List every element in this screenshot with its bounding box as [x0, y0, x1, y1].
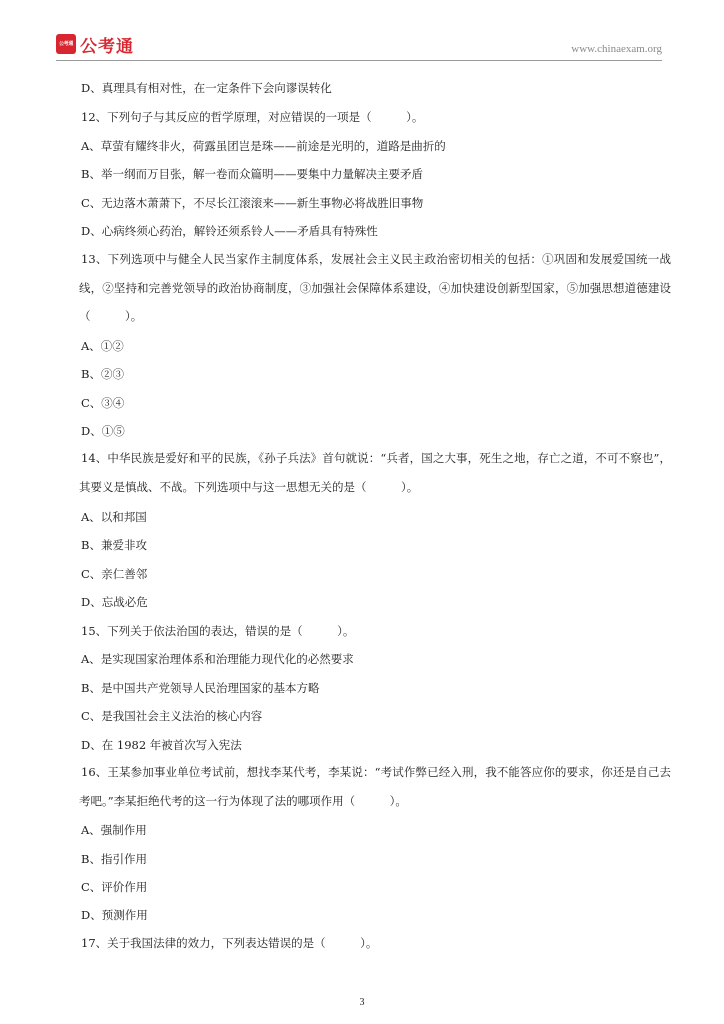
- option-line: C、评价作用: [81, 880, 148, 894]
- question-15: 15、下列关于依法治国的表达，错误的是（ ）。: [81, 624, 355, 638]
- question-16: 16、王某参加事业单位考试前，想找李某代考，李某说：“考试作弊已经入刑，我不能答应你的要求，你还是自己去考吧。”李某拒绝代考的这一行为体现了法的哪项作用（ ）。: [79, 765, 671, 808]
- option-line: C、亲仁善邻: [81, 567, 148, 581]
- question-14: 14、中华民族是爱好和平的民族，《孙子兵法》首句就说：“兵者，国之大事，死生之地，存亡之道，不可不察也”，其要义是慎战、不战。下列选项中与这一思想无关的是（ ）。: [79, 451, 671, 494]
- option-line: B、举一纲而万目张，解一卷而众篇明——要集中力量解决主要矛盾: [81, 167, 423, 181]
- option-line: B、兼爱非攻: [81, 538, 147, 552]
- option-line: D、真理具有相对性，在一定条件下会向谬误转化: [81, 81, 332, 95]
- option-line: D、①⑤: [81, 424, 125, 438]
- option-line: C、无边落木萧萧下，不尽长江滚滚来——新生事物必将战胜旧事物: [81, 196, 424, 210]
- option-line: B、是中国共产党领导人民治理国家的基本方略: [81, 681, 320, 695]
- site-url: www.chinaexam.org: [571, 43, 662, 55]
- page-header: [56, 30, 662, 61]
- option-line: A、强制作用: [81, 823, 147, 837]
- option-line: C、是我国社会主义法治的核心内容: [81, 709, 263, 723]
- question-17: 17、关于我国法律的效力，下列表达错误的是（ ）。: [81, 936, 378, 950]
- option-line: B、②③: [81, 367, 124, 381]
- option-line: D、心病终须心药治，解铃还须系铃人——矛盾具有特殊性: [81, 224, 378, 238]
- question-13: 13、下列选项中与健全人民当家作主制度体系，发展社会主义民主政治密切相关的包括：①巩固和发展爱国统一战线，②坚持和完善党领导的政治协商制度，③加强社会保障体系建设，④加快建设创新型国家，⑤加强思想道德建设（ ）。: [79, 252, 671, 323]
- question-12: 12、下列句子与其反应的哲学原理，对应错误的一项是（ ）。: [81, 110, 424, 124]
- option-line: C、③④: [81, 396, 125, 410]
- option-line: D、忘战必危: [81, 595, 148, 609]
- logo-text: 公考通: [80, 36, 134, 57]
- option-line: D、在 1982 年被首次写入宪法: [81, 738, 242, 752]
- option-line: A、草萤有耀终非火，荷露虽团岂是珠——前途是光明的，道路是曲折的: [81, 139, 446, 153]
- option-line: A、以和邦国: [81, 510, 147, 524]
- logo-icon: 公考通: [56, 34, 76, 54]
- option-line: D、预测作用: [81, 908, 148, 922]
- option-line: B、指引作用: [81, 852, 147, 866]
- brand-logo: [56, 30, 134, 58]
- option-line: A、是实现国家治理体系和治理能力现代化的必然要求: [81, 652, 354, 666]
- page-number: 3: [359, 997, 365, 1008]
- option-line: A、①②: [81, 339, 124, 353]
